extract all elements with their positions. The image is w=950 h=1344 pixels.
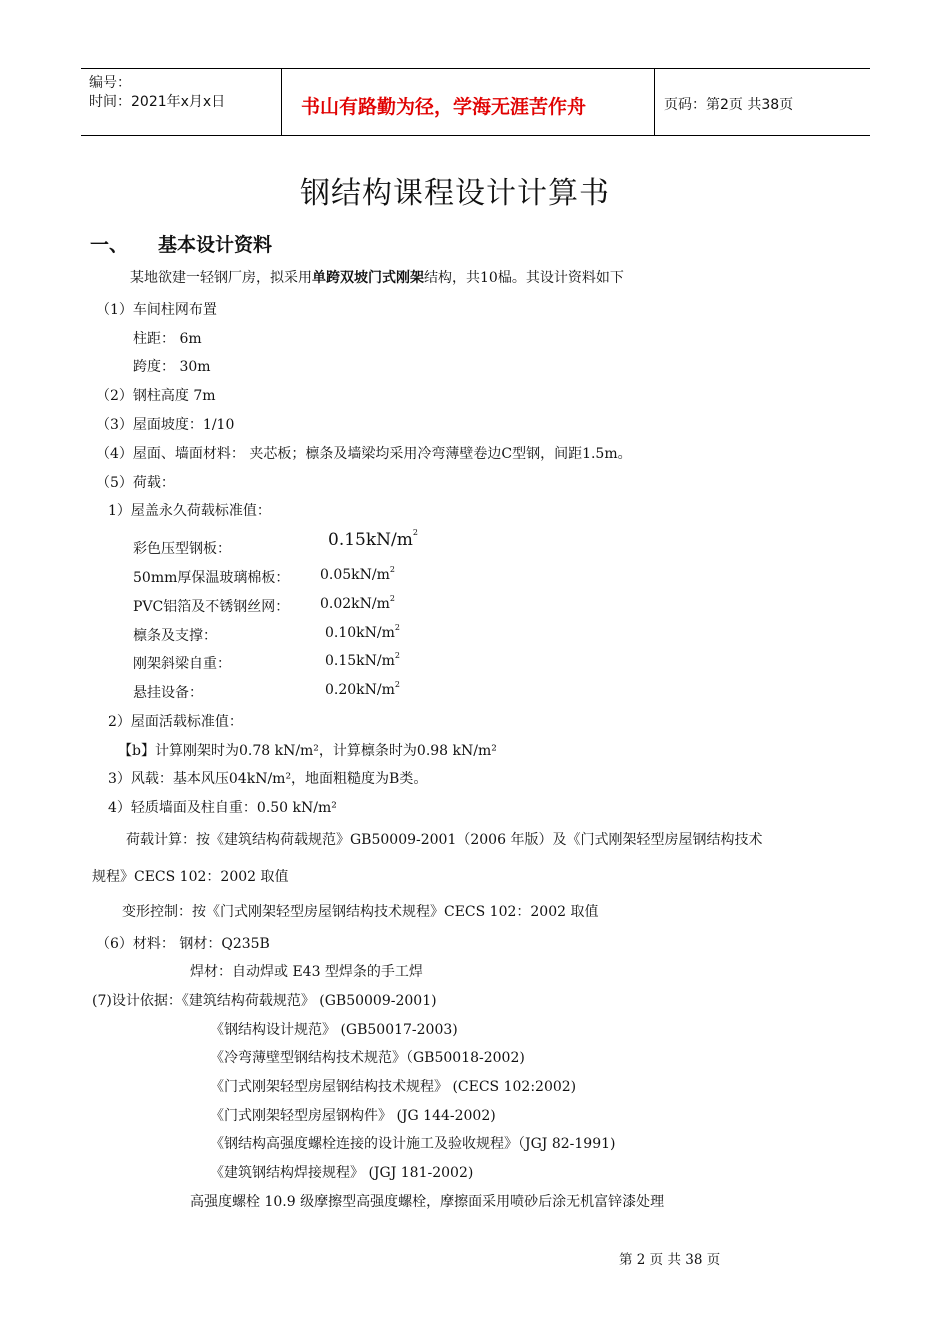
load-2-heading: 2）屋面活载标准值： (108, 714, 243, 730)
reference-4: 《门式刚架轻型房屋钢结构技术规程》 (CECS 102:2002) (210, 1079, 577, 1095)
header-number-label: 编号： (89, 75, 131, 91)
intro-bold: 单跨双坡门式刚架 (312, 270, 424, 286)
reference-3: 《冷弯薄壁型钢结构技术规范》（GB50018-2002) (210, 1050, 525, 1066)
header-date-label: 时间：2021年x月x日 (89, 94, 226, 110)
load-value: $0.15kN/m^2$ (328, 528, 418, 550)
item-6-welding: 焊材：自动焊或 E43 型焊条的手工焊 (190, 964, 423, 980)
item-1: （1）车间柱网布置 (96, 302, 217, 318)
item-6-materials: （6）材料： 钢材：Q235B (96, 936, 270, 952)
header-divider-right (654, 69, 655, 136)
load-name: 檩条及支撑： (133, 628, 217, 644)
unit-exponent: 2 (394, 623, 400, 632)
deformation-control: 变形控制：按《门式刚架轻型房屋钢结构技术规程》CECS 102：2002 取值 (122, 904, 599, 920)
item-1-spacing: 柱距： 6m (133, 331, 202, 347)
item-5: （5）荷载： (96, 475, 175, 491)
load-value: $0.10kN/m^2$ (325, 623, 400, 641)
load-value: $0.15kN/m^2$ (325, 651, 400, 669)
intro-paragraph (130, 267, 624, 287)
header-page-label: 页码：第2页 共38页 (664, 97, 794, 113)
reference-7: 《建筑钢结构焊接规程》 (JGJ 181-2002) (210, 1165, 474, 1181)
item-1-span: 跨度： 30m (133, 359, 211, 375)
intro-post: 结构，共10榀。其设计资料如下 (424, 270, 624, 286)
load-calc-line-2: 规程》CECS 102：2002 取值 (92, 869, 289, 885)
unit-exponent: 2 (389, 594, 395, 603)
item-2: （2）钢柱高度 7m (96, 388, 216, 404)
unit-exponent: 2 (394, 651, 400, 660)
load-value: $0.05kN/m^2$ (320, 565, 395, 583)
load-name: 50mm厚保温玻璃棉板： (133, 570, 290, 586)
load-calc-line-1: 荷载计算：按《建筑结构荷载规范》GB50009-2001（2006 年版）及《门式刚架轻型房屋钢结构技术 (126, 832, 763, 848)
load-1-heading: 1）屋盖永久荷载标准值： (108, 503, 271, 519)
header-top-border (81, 68, 870, 69)
load-name: PVC铝箔及不锈钢丝网： (133, 599, 290, 615)
load-value: $0.20kN/m^2$ (325, 680, 400, 698)
item-3: （3）屋面坡度：1/10 (96, 417, 235, 433)
item-7-design-basis: (7)设计依据：《建筑结构荷载规范》 (GB50009-2001) (92, 993, 437, 1009)
reference-5: 《门式刚架轻型房屋钢构件》 (JG 144-2002) (210, 1108, 496, 1124)
load-name: 刚架斜梁自重： (133, 656, 231, 672)
unit-exponent: 2 (389, 565, 395, 574)
header-divider-left (281, 69, 282, 136)
item-4: （4）屋面、墙面材料： 夹芯板；檩条及墙梁均采用冷弯薄壁卷边C型钢，间距1.5m。 (96, 446, 632, 462)
load-3-wind: 3）风载：基本风压04kN/m²，地面粗糙度为B类。 (108, 771, 428, 787)
section-number: 一、 (90, 234, 129, 256)
header-motto: 书山有路勤为径，学海无涯苦作舟 (301, 96, 587, 118)
footer-page-number: 第 2 页 共 38 页 (619, 1252, 721, 1268)
reference-2: 《钢结构设计规范》 (GB50017-2003) (210, 1022, 458, 1038)
load-2-detail: 【b】计算刚架时为0.78 kN/m²，计算檩条时为0.98 kN/m² (118, 743, 497, 759)
load-name: 彩色压型钢板： (133, 541, 231, 557)
document-title: 钢结构课程设计计算书 (300, 176, 610, 211)
reference-6: 《钢结构高强度螺栓连接的设计施工及验收规程》（JGJ 82-1991) (210, 1136, 616, 1152)
load-value: $0.02kN/m^2$ (320, 594, 395, 612)
unit-exponent: 2 (394, 680, 400, 689)
load-name: 悬挂设备： (133, 685, 203, 701)
header-bottom-border (81, 135, 870, 136)
intro-pre: 某地欲建一轻钢厂房，拟采用 (130, 270, 312, 286)
section-title: 基本设计资料 (158, 234, 273, 256)
bolt-spec: 高强度螺栓 10.9 级摩擦型高强度螺栓，摩擦面采用喷砂后涂无机富锌漆处理 (190, 1194, 665, 1210)
unit-exponent: 2 (412, 528, 418, 537)
load-4-wall: 4）轻质墙面及柱自重：0.50 kN/m² (108, 800, 337, 816)
